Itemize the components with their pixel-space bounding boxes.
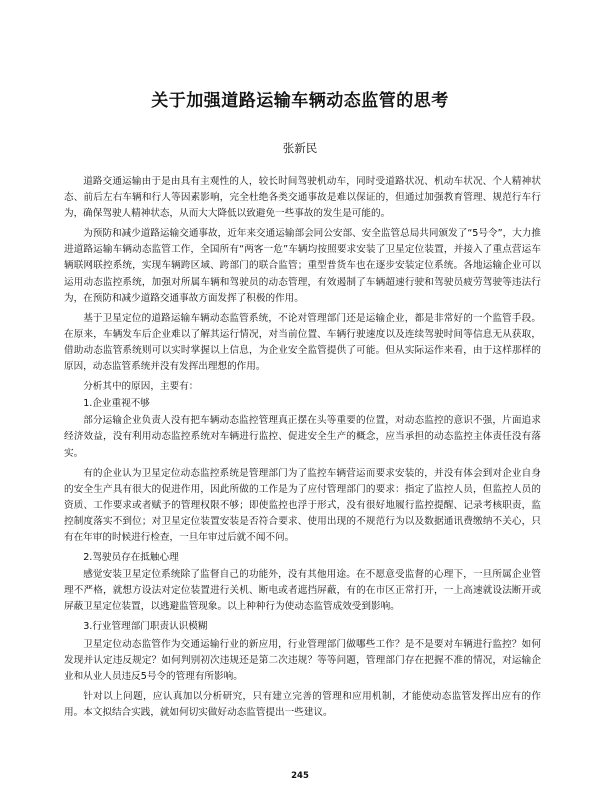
paragraph: 卫星定位动态监管作为交通运输行业的新应用，行业管理部门做哪些工作？是不是要对车辆进行监控？如何发现并认定违反规定？如何判别初次违规还是第二次违规？等等问题，管理部门存在把握不准的情况，对运输企业和从业人员违反5号令的管理有所影响。 bbox=[64, 638, 541, 682]
paragraph: 分析其中的原因，主要有： bbox=[83, 381, 199, 393]
paragraph: 部分运输企业负责人没有把车辆动态监控管理真正摆在头等重要的位置，对动态监控的意识不强，片面追求经济效益，没有利用动态监控系统对车辆进行监控、促进安全生产的概念，应当承担的动态监控主体责任没有落实。 bbox=[64, 415, 541, 459]
section-heading: 3.行业管理部门职责认识模糊 bbox=[83, 621, 208, 633]
section-heading: 2.驾驶员存在抵触心理 bbox=[83, 552, 179, 564]
page-number: 245 bbox=[291, 771, 309, 781]
paragraph: 针对以上问题，应认真加以分析研究，只有建立完善的管理和应用机制，才能使动态监管发挥出应有的作用。本文拟结合实践，就如何切实做好动态监管提出一些建议。 bbox=[64, 690, 541, 718]
paragraph: 道路交通运输由于是由具有主观性的人，较长时间驾驶机动车，同时受道路状况、机动车状况、个人精神状态、前后左右车辆和行人等因素影响，完全杜绝各类交通事故是难以保证的，但通过加强教育管理、规范行车行为，确保驾驶人精神状态，从而大大降低以致避免一些事故的发生是可能的。 bbox=[64, 176, 541, 220]
author-name: 张新民 bbox=[282, 141, 318, 155]
paragraph: 有的企业认为卫星定位动态监控系统是管理部门为了监控车辆营运而要求安装的，并没有体会到对企业自身的安全生产具有很大的促进作用，因此所做的工作是为了应付管理部门的要求：指定了监控人员，但监控人员的资质、工作要求或者赋予的管理权限不够；即使监控也浮于形式，没有很好地履行监控提醒、记录考核职责，监控制度落实不到位；对卫星定位装置安装是否符合要求、使用出现的不规范行为以及数据通讯费缴纳不关心，只有在年审的时候进行检查，一旦年审过后就不闻不问。 bbox=[64, 467, 541, 543]
article-body bbox=[64, 174, 541, 725]
section-heading: 1.企业重视不够 bbox=[83, 398, 150, 410]
paragraph: 感觉安装卫星定位系统除了监督自己的功能外，没有其他用途。在不愿意受监督的心理下，一旦所属企业管理不严格，就想方设法对定位装置进行关机、断电或者遮挡屏蔽，有的在市区正常打开，一上高速就设法断开或屏蔽卫星定位装置，以逃避监管现象。以上种种行为使动态监管成效受到影响。 bbox=[64, 569, 541, 613]
paragraph: 基于卫星定位的道路运输车辆动态监管系统，不论对管理部门还是运输企业，都是非常好的一个监管手段。在原来，车辆发车后企业难以了解其运行情况，对当前位置、车辆行驶速度以及连续驾驶时间等信息无从获取，借助动态监管系统则可以实时掌握以上信息，为企业安全监管提供了可能。但从实际运作来看，由于这样那样的原因，动态监管系统并没有发挥出理想的作用。 bbox=[64, 312, 541, 373]
article-title: 关于加强道路运输车辆动态监管的思考 bbox=[151, 91, 449, 111]
paragraph: 为预防和减少道路运输交通事故，近年来交通运输部会同公安部、安全监管总局共同颁发了“5号令”，大力推进道路运输车辆动态监管工作，全国所有“两客一危”车辆均按照要求安装了卫星定位装置，并接入了重点营运车辆联网联控系统，实现车辆跨区域、跨部门的联合监管；重型普货车也在逐步安装定位系统。各地运输企业可以运用动态监控系统，加强对所属车辆和驾驶员的动态管理，有效遏制了车辆超速行驶和驾驶员疲劳驾驶等违法行为，在预防和减少道路交通事故方面发挥了积极的作用。 bbox=[64, 228, 541, 304]
